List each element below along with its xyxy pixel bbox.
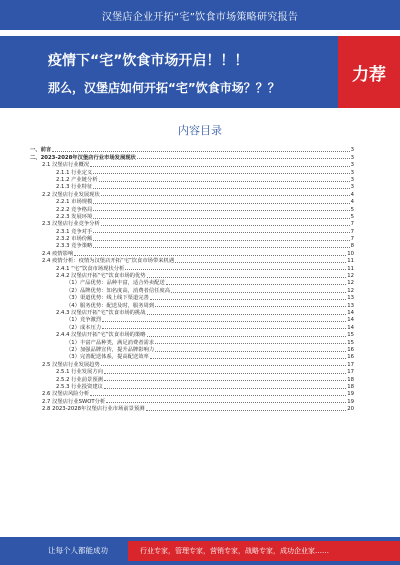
toc-entry-page: 17 [347,361,354,368]
toc-entry-page: 3 [350,176,354,183]
toc-entry[interactable] [30,397,354,404]
toc-entry-label: 二、2023-2028年汉堡店行业市场发展现状 [30,154,136,161]
toc-entry-page: 17 [347,369,354,376]
toc-entry-page: 15 [347,339,354,346]
toc-leader-dots [93,173,349,174]
toc-entry-label: 2.5 汉堡店行业发展趋势 [42,361,100,368]
toc-leader-dots [93,232,349,233]
toc-entry-page: 3 [350,162,354,169]
toc-leader-dots [147,314,347,315]
toc-entry-page: 5 [350,213,354,220]
toc-entry-label: 2.6 汉堡店风险分析 [42,391,90,398]
toc-leader-dots [155,351,346,352]
toc-entry-page: 19 [347,391,354,398]
toc-entry[interactable] [30,338,354,345]
toc-entry[interactable] [30,272,354,279]
toc-entry-page: 8 [350,243,354,250]
toc-entry-label: 2.1.3 行业特征 [56,184,93,191]
toc-entry-page: 14 [347,317,354,324]
toc-entry[interactable] [30,346,354,353]
toc-entry-page: 11 [347,258,354,265]
toc-entry[interactable] [30,316,354,323]
toc-leader-dots [147,336,347,337]
toc-entry-label: 2.5.3 行业投资建议 [56,383,103,390]
toc-entry-label: 2.4.4 汉堡店开拓“宅”饮食市场的策略 [56,332,146,339]
toc-entry-label: 2.3.3 竞争策略 [56,243,93,250]
toc-entry[interactable] [30,213,354,220]
toc-entry[interactable] [30,279,354,286]
footer [0,537,400,565]
toc-entry[interactable] [30,405,354,412]
toc-entry-page: 4 [350,199,354,206]
toc-entry-label: 2.1 汉堡店行业概况 [42,162,90,169]
toc-leader-dots [90,166,349,167]
toc-leader-dots [101,225,350,226]
toc-entry-label: 2.3.1 竞争对手 [56,228,93,235]
toc-entry-page: 18 [347,376,354,383]
toc-leader-dots [52,151,349,152]
toc-entry[interactable] [30,220,354,227]
toc-entry-page: 20 [347,406,354,413]
toc-entry-label: 2.4 疫情影响 [42,250,74,257]
toc-leader-dots [93,210,349,211]
toc-entry-page: 3 [350,169,354,176]
toc-entry-label: 2.8 2023-2028年汉堡店行业市场前景预测 [42,406,145,413]
toc-entry[interactable] [30,353,354,360]
toc-entry[interactable] [30,368,354,375]
toc-entry-label: 2.3 汉堡店行业竞争分析 [42,221,100,228]
toc-entry-page: 12 [347,287,354,294]
toc-leader-dots [137,158,350,159]
toc-entry[interactable] [30,360,354,367]
toc-leader-dots [175,262,346,263]
toc-leader-dots [155,343,346,344]
toc-leader-dots [101,195,350,196]
toc-leader-dots [150,358,346,359]
toc-leader-dots [101,365,346,366]
toc-entry[interactable] [30,190,354,197]
toc-entry-page: 7 [350,236,354,243]
toc-entry-label: （2）品牌优势：知名度高，消费者信任度高 [66,287,171,294]
toc-entry[interactable] [30,227,354,234]
toc-entry[interactable] [30,257,354,264]
toc-leader-dots [102,321,346,322]
toc-entry-page: 7 [350,221,354,228]
brand-badge [338,36,400,108]
brand-badge-text: 力荐 [352,64,386,85]
toc-entry-page: 16 [347,346,354,353]
toc-entry[interactable] [30,176,354,183]
toc-leader-dots [104,388,346,389]
toc-leader-dots [93,203,349,204]
banner-background [0,36,338,108]
toc-leader-dots [155,306,346,307]
toc-entry-label: 2.2 汉堡店行业发展现状 [42,191,100,198]
toc-entry[interactable] [30,323,354,330]
toc-entry-label: 2.1.1 行业定义 [56,169,93,176]
toc-entry-page: 4 [350,191,354,198]
toc-entry-page: 14 [347,324,354,331]
toc-entry-label: （2）加强品牌宣传，提升品牌影响力 [66,346,155,353]
toc-leader-dots [147,277,347,278]
toc-leader-dots [171,292,346,293]
banner-subheadline: 那么，汉堡店如何开拓“宅”饮食市场？？？ [48,81,280,95]
toc-leader-dots [93,188,349,189]
toc-entry[interactable] [30,205,354,212]
toc-entry-label: 2.4.3 汉堡店开拓“宅”饮食市场的挑战 [56,309,146,316]
toc-entry-label: 2.2.2 竞争格局 [56,206,93,213]
toc-leader-dots [150,299,346,300]
toc-entry-label: 2.4.1 “宅”饮食市场现状分析 [56,265,125,272]
toc-title: 内容目录 [178,124,222,137]
toc-entry-page: 5 [350,206,354,213]
toc-leader-dots [106,402,346,403]
report-title: 汉堡店企业开拓“宅”饮食市场策略研究报告 [101,11,299,23]
toc-leader-dots [93,240,349,241]
toc-entry[interactable] [30,249,354,256]
toc-entry[interactable] [30,286,354,293]
toc-leader-dots [104,373,346,374]
toc-entry-label: （3）完善配送体系，提高配送效率 [66,354,149,361]
toc-entry-label: 2.2.3 发展环境 [56,213,93,220]
toc-entry-label: 2.1.2 产业链分析 [56,176,98,183]
toc-leader-dots [93,218,349,219]
toc-entry-label: （2）成本压力 [66,324,102,331]
banner-headline: 疫情下“宅”饮食市场开启！！！ [48,53,249,69]
toc-entry-page: 7 [350,228,354,235]
footer-slogan: 让每个人都能成功 [48,546,108,555]
toc-entry-page: 3 [350,154,354,161]
toc-entry-page: 11 [347,265,354,272]
toc-entry-label: 一、前言 [30,147,52,154]
toc-leader-dots [125,269,346,270]
toc-entry-label: 2.7 汉堡店行业SWOT分析 [42,398,106,405]
toc-entry[interactable] [30,242,354,249]
toc-entry-label: （1）产品优势：品种丰富，适合外卖配送 [66,280,165,287]
toc-entry[interactable] [30,183,354,190]
toc-leader-dots [146,410,347,411]
table-of-contents [30,146,354,412]
toc-leader-dots [99,181,350,182]
toc-entry[interactable] [30,168,354,175]
toc-entry[interactable] [30,383,354,390]
toc-entry-label: （1）竞争激烈 [66,317,102,324]
toc-leader-dots [166,284,347,285]
toc-entry[interactable] [30,375,354,382]
toc-entry-label: 2.2.1 市场规模 [56,199,93,206]
toc-entry-page: 14 [347,309,354,316]
toc-leader-dots [104,380,346,381]
toc-leader-dots [102,328,346,329]
toc-entry-label: 2.5.1 行业发展方向 [56,369,103,376]
toc-entry[interactable] [30,331,354,338]
toc-entry[interactable] [30,294,354,301]
toc-entry[interactable] [30,161,354,168]
toc-entry[interactable] [30,309,354,316]
toc-leader-dots [93,247,349,248]
toc-entry-page: 18 [347,383,354,390]
toc-entry-page: 13 [347,295,354,302]
top-bar [0,0,400,30]
toc-entry-page: 12 [347,280,354,287]
footer-experts: 行业专家，管理专家，营销专家，战略专家，成功企业家…… [140,547,329,555]
toc-entry-page: 3 [350,184,354,191]
toc-entry[interactable] [30,301,354,308]
toc-leader-dots [74,255,346,256]
toc-entry-page: 16 [347,354,354,361]
toc-entry-page: 10 [347,250,354,257]
toc-entry-label: 2.4.2 汉堡店开拓“宅”饮食市场的优势 [56,273,146,280]
toc-entry[interactable] [30,146,354,153]
toc-entry-page: 13 [347,302,354,309]
toc-entry-page: 15 [347,332,354,339]
toc-entry-page: 12 [347,273,354,280]
toc-entry[interactable] [30,198,354,205]
toc-entry-page: 19 [347,398,354,405]
toc-entry-label: 2.4 疫情分析：疫情为汉堡店开拓“宅”饮食市场带来机遇 [42,258,175,265]
toc-entry-label: （3）渠道优势：线上线下渠道完善 [66,295,149,302]
toc-entry-label: 2.5.2 行业前景预测 [56,376,103,383]
toc-entry-label: （1）丰富产品种类，满足消费者需求 [66,339,155,346]
toc-entry[interactable] [30,153,354,160]
toc-entry[interactable] [30,264,354,271]
toc-leader-dots [90,395,346,396]
toc-entry[interactable] [30,235,354,242]
toc-entry-label: （4）服务优势：配送及时，服务周到 [66,302,155,309]
toc-entry-page: 3 [350,147,354,154]
toc-entry[interactable] [30,390,354,397]
toc-entry-label: 2.3.2 市场份额 [56,236,93,243]
